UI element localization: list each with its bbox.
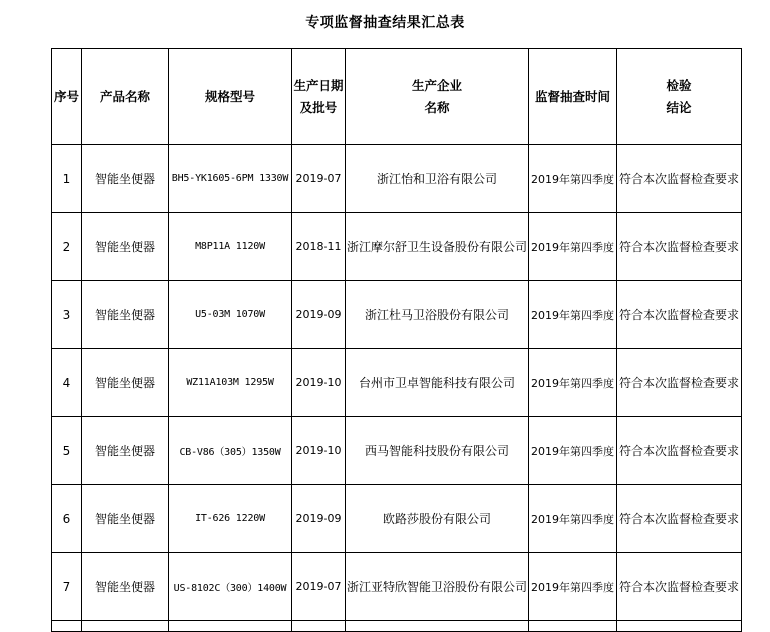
cell-model: U5-03M 1070W <box>169 281 292 349</box>
cell-empty <box>169 621 292 632</box>
header-company <box>346 49 529 145</box>
cell-result: 符合本次监督检查要求 <box>617 281 742 349</box>
cell-seq: 6 <box>52 485 82 553</box>
cell-result: 符合本次监督检查要求 <box>617 417 742 485</box>
cell-result: 符合本次监督检查要求 <box>617 213 742 281</box>
table-row <box>52 485 742 553</box>
header-model: 规格型号 <box>169 49 292 145</box>
cell-empty <box>52 621 82 632</box>
cell-product: 智能坐便器 <box>82 349 169 417</box>
cell-product: 智能坐便器 <box>82 417 169 485</box>
header-result-line2: 结论 <box>666 99 692 115</box>
cell-company: 浙江亚特欣智能卫浴股份有限公司 <box>346 553 529 621</box>
table-row <box>52 281 742 349</box>
cell-date: 2018-11 <box>292 213 346 281</box>
cell-product: 智能坐便器 <box>82 553 169 621</box>
cell-date: 2019-07 <box>292 553 346 621</box>
cell-seq: 7 <box>52 553 82 621</box>
page-title: 专项监督抽查结果汇总表 <box>305 15 465 31</box>
cell-company: 浙江怡和卫浴有限公司 <box>346 145 529 213</box>
table-row-partial <box>52 621 742 632</box>
cell-result: 符合本次监督检查要求 <box>617 145 742 213</box>
cell-date: 2019-09 <box>292 281 346 349</box>
cell-date: 2019-07 <box>292 145 346 213</box>
header-company-line1: 生产企业 <box>411 77 462 93</box>
cell-product: 智能坐便器 <box>82 145 169 213</box>
table-row <box>52 417 742 485</box>
cell-time: 2019年第四季度 <box>529 213 617 281</box>
cell-empty <box>346 621 529 632</box>
cell-empty <box>617 621 742 632</box>
cell-date: 2019-10 <box>292 349 346 417</box>
cell-model: BH5-YK1605-6PM 1330W <box>169 145 292 213</box>
header-result-line1: 检验 <box>666 77 692 93</box>
cell-seq: 2 <box>52 213 82 281</box>
cell-company: 欧路莎股份有限公司 <box>346 485 529 553</box>
cell-time: 2019年第四季度 <box>529 485 617 553</box>
cell-time: 2019年第四季度 <box>529 417 617 485</box>
header-company-line2: 名称 <box>424 99 450 115</box>
header-result <box>617 49 742 145</box>
cell-model: CB-V86（305）1350W <box>169 417 292 485</box>
cell-product: 智能坐便器 <box>82 485 169 553</box>
cell-time: 2019年第四季度 <box>529 145 617 213</box>
results-table <box>51 48 742 632</box>
cell-result: 符合本次监督检查要求 <box>617 553 742 621</box>
cell-date: 2019-09 <box>292 485 346 553</box>
cell-empty <box>529 621 617 632</box>
header-seq: 序号 <box>52 49 82 145</box>
cell-company: 浙江摩尔舒卫生设备股份有限公司 <box>346 213 529 281</box>
cell-time: 2019年第四季度 <box>529 349 617 417</box>
cell-seq: 4 <box>52 349 82 417</box>
cell-model: WZ11A103M 1295W <box>169 349 292 417</box>
cell-company: 台州市卫卓智能科技有限公司 <box>346 349 529 417</box>
cell-time: 2019年第四季度 <box>529 281 617 349</box>
cell-product: 智能坐便器 <box>82 213 169 281</box>
cell-company: 西马智能科技股份有限公司 <box>346 417 529 485</box>
table-row <box>52 553 742 621</box>
header-time: 监督抽查时间 <box>529 49 617 145</box>
cell-result: 符合本次监督检查要求 <box>617 349 742 417</box>
table-row <box>52 145 742 213</box>
cell-time: 2019年第四季度 <box>529 553 617 621</box>
cell-empty <box>292 621 346 632</box>
cell-product: 智能坐便器 <box>82 281 169 349</box>
cell-model: US-8102C（300）1400W <box>169 553 292 621</box>
cell-date: 2019-10 <box>292 417 346 485</box>
cell-seq: 3 <box>52 281 82 349</box>
cell-seq: 5 <box>52 417 82 485</box>
cell-seq: 1 <box>52 145 82 213</box>
table-row <box>52 213 742 281</box>
table-row <box>52 349 742 417</box>
header-row <box>52 49 742 145</box>
header-date <box>292 49 346 145</box>
header-product: 产品名称 <box>82 49 169 145</box>
cell-result: 符合本次监督检查要求 <box>617 485 742 553</box>
cell-empty <box>82 621 169 632</box>
cell-model: M8P11A 1120W <box>169 213 292 281</box>
header-date-line1: 生产日期 <box>293 77 344 93</box>
cell-model: IT-626 1220W <box>169 485 292 553</box>
cell-company: 浙江杜马卫浴股份有限公司 <box>346 281 529 349</box>
header-date-line2: 及批号 <box>299 99 338 115</box>
